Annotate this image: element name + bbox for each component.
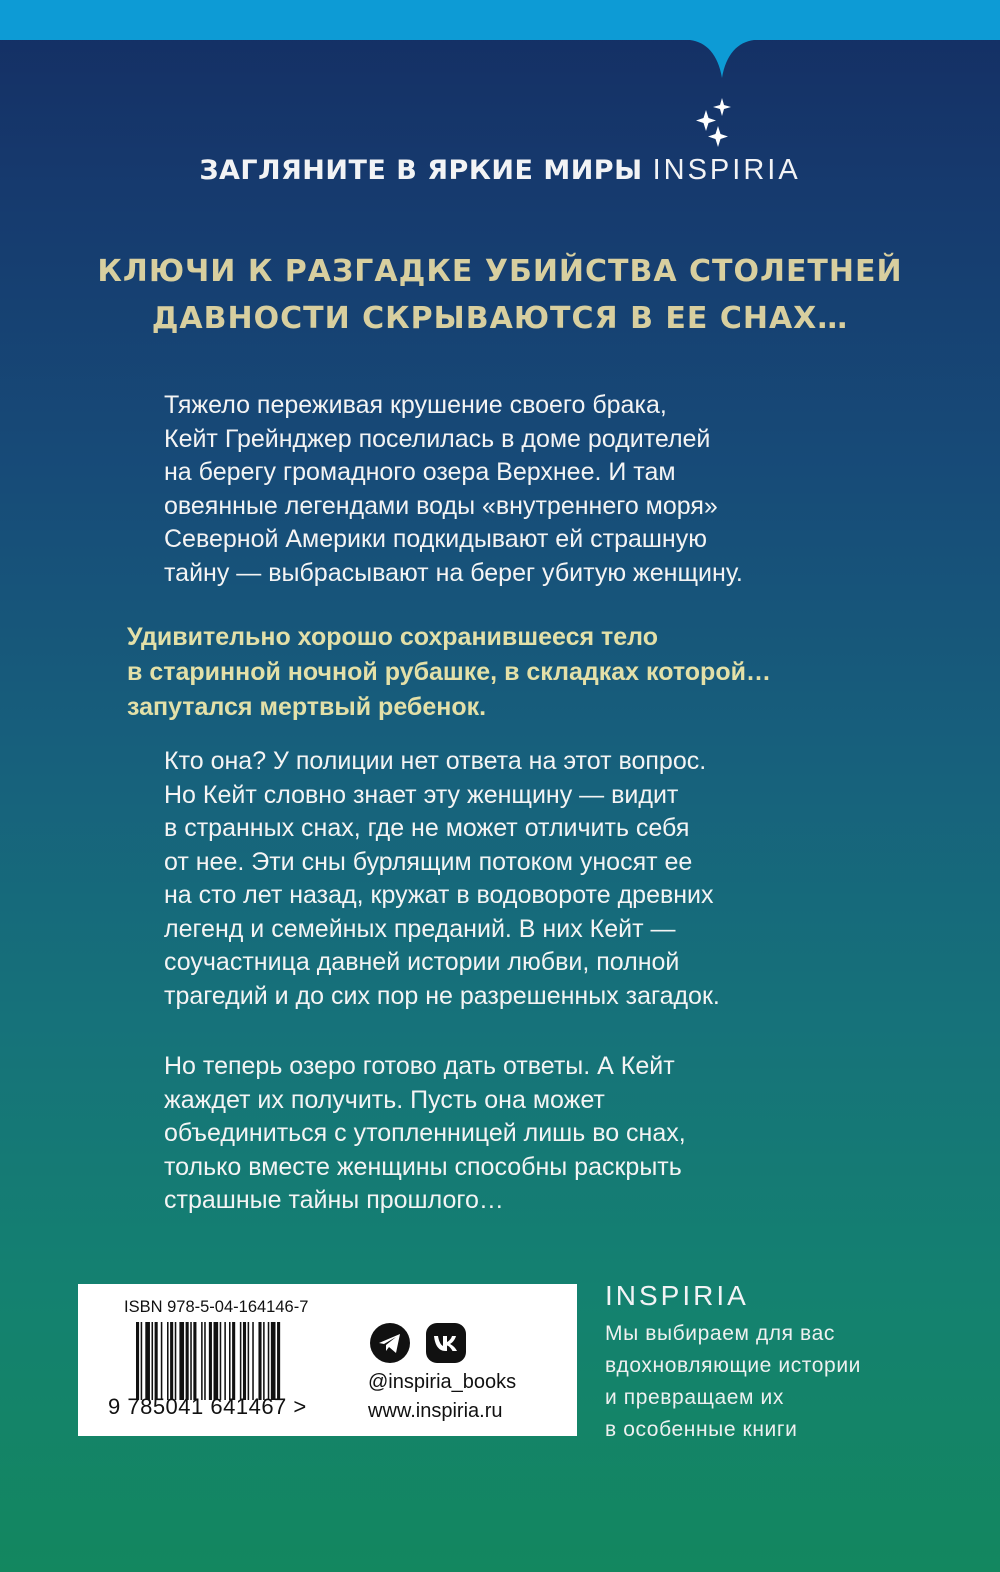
- paragraph-line: овеянные легендами воды «внутреннего моря»: [164, 491, 718, 520]
- barcode-bar: [152, 1322, 154, 1400]
- paragraph-line: тайну — выбрасывают на берег убитую женщину.: [164, 558, 743, 587]
- social-icons: [369, 1322, 477, 1364]
- barcode-bar: [179, 1322, 184, 1400]
- publisher-logo: INSPIRIA: [605, 1280, 749, 1311]
- paragraph-line: в странных снах, где не может отличить себя: [164, 814, 690, 842]
- mission-line: вдохновляющие истории: [605, 1354, 861, 1377]
- paragraph-1: [164, 389, 824, 590]
- barcode-bar: [145, 1322, 150, 1400]
- paragraph-line: на сто лет назад, кружат в водовороте древних: [164, 881, 714, 909]
- barcode-bar: [224, 1322, 226, 1400]
- vk-icon[interactable]: [425, 1322, 467, 1369]
- tagline-line: ДАВНОСТИ СКРЫВАЮТСЯ В ЕЕ СНАХ…: [151, 301, 849, 336]
- paragraph-line: объединиться с утопленницей лишь во снах,: [164, 1119, 686, 1147]
- barcode: [136, 1322, 320, 1400]
- social-handle[interactable]: @inspiria_books: [368, 1371, 517, 1393]
- isbn-panel: [78, 1284, 577, 1436]
- barcode-bar: [263, 1322, 265, 1400]
- paragraph-line: от нее. Эти сны бурлящим потоком уносят ее: [164, 847, 693, 876]
- barcode-bar: [167, 1322, 169, 1400]
- barcode-bar: [220, 1322, 222, 1400]
- tagline-line: КЛЮЧИ К РАЗГАДКЕ УБИЙСТВА СТОЛЕТНЕЙ: [97, 254, 903, 289]
- header-brand: INSPIRIA: [652, 154, 801, 186]
- barcode-bar: [170, 1322, 173, 1400]
- paragraph-line: Тяжело переживая крушение своего брака,: [164, 391, 667, 419]
- barcode-bar: [193, 1322, 196, 1400]
- paragraph-2: [164, 745, 824, 1013]
- barcode-digits: 9 785041 641467 >: [108, 1394, 307, 1419]
- barcode-bar: [214, 1322, 219, 1400]
- highlight-line: запутался мертвый ребенок.: [127, 693, 487, 721]
- paragraph-line: страшные тайны прошлого…: [164, 1186, 504, 1214]
- barcode-bar: [271, 1322, 276, 1400]
- mission-line: и превращаем их: [605, 1386, 784, 1409]
- barcode-bar: [229, 1322, 231, 1400]
- telegram-icon[interactable]: [369, 1322, 411, 1369]
- paragraph-line: Кейт Грейнджер поселилась в доме родителей: [164, 424, 711, 453]
- barcode-bar: [136, 1322, 139, 1400]
- barcode-bar: [243, 1322, 246, 1400]
- paragraph-line: жаждет их получить. Пусть она может: [164, 1085, 605, 1114]
- paragraph-line: Но теперь озеро готово дать ответы. А Кейт: [164, 1052, 675, 1080]
- paragraph-line: только вместе женщины способны раскрыть: [164, 1152, 682, 1181]
- paragraph-3: [164, 1050, 824, 1218]
- barcode-bar: [204, 1322, 206, 1400]
- paragraph-line: соучастница давней истории любви, полной: [164, 948, 680, 976]
- highlight-line: Удивительно хорошо сохранившееся тело: [127, 623, 659, 651]
- barcode-bar: [268, 1322, 270, 1400]
- barcode-bar: [201, 1322, 203, 1400]
- barcode-bar: [186, 1322, 189, 1400]
- barcode-bar: [141, 1322, 143, 1400]
- barcode-bar: [240, 1322, 242, 1400]
- barcode-bar: [258, 1322, 261, 1400]
- barcode-bar: [252, 1322, 254, 1400]
- highlight-line: в старинной ночной рубашке, в складках которой…: [127, 658, 771, 686]
- tagline: [0, 248, 1000, 342]
- barcode-bar: [155, 1322, 158, 1400]
- paragraph-line: Но Кейт словно знает эту женщину — видит: [164, 780, 679, 809]
- website-link[interactable]: www.inspiria.ru: [368, 1400, 503, 1422]
- paragraph-line: Северной Америки подкидывают ей страшную: [164, 525, 707, 553]
- highlight-paragraph: [127, 620, 827, 725]
- sparkle-stars-icon: [692, 96, 736, 150]
- paragraph-line: Кто она? У полиции нет ответа на этот вопрос.: [164, 747, 707, 775]
- barcode-bar: [209, 1322, 212, 1400]
- barcode-bar: [248, 1322, 250, 1400]
- isbn-number: ISBN 978-5-04-164146-7: [124, 1298, 309, 1316]
- publisher-mission: [605, 1318, 861, 1446]
- barcode-bar: [175, 1322, 177, 1400]
- top-notch-decoration: [690, 38, 754, 78]
- header-line: [0, 154, 1000, 187]
- mission-line: Мы выбираем для вас: [605, 1322, 835, 1345]
- top-band: [0, 0, 1000, 40]
- barcode-bar: [161, 1322, 163, 1400]
- paragraph-line: на берегу громадного озера Верхнее. И там: [164, 458, 676, 486]
- mission-line: в особенные книги: [605, 1418, 798, 1441]
- barcode-bar: [232, 1322, 235, 1400]
- header-prefix: ЗАГЛЯНИТЕ В ЯРКИЕ МИРЫ: [199, 155, 643, 186]
- barcode-bar: [277, 1322, 280, 1400]
- paragraph-line: легенд и семейных преданий. В них Кейт —: [164, 914, 676, 943]
- paragraph-line: трагедий и до сих пор не разрешенных загадок.: [164, 981, 720, 1010]
- barcode-bar: [190, 1322, 192, 1400]
